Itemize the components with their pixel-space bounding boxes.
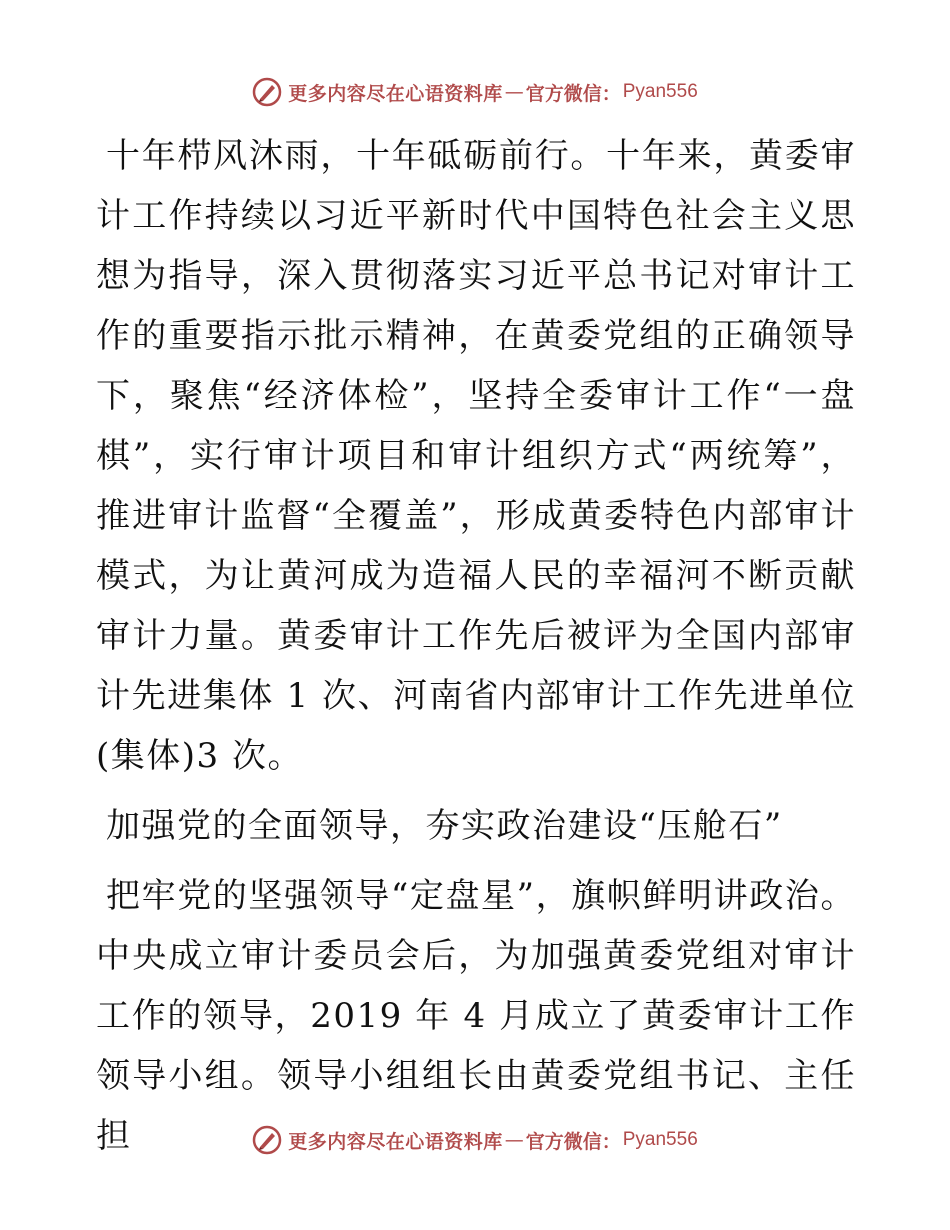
- section-heading: 加强党的全面领导，夯实政治建设“压舱石”: [106, 806, 783, 846]
- watermark-id: Pyan556: [622, 1129, 698, 1150]
- watermark-label: 官方微信：: [525, 1130, 621, 1153]
- pen-logo-icon: [252, 77, 282, 107]
- watermark-text: 更多内容尽在心语资料库: [288, 82, 503, 105]
- document-body: [96, 126, 856, 1166]
- watermark-dash: —: [504, 81, 524, 103]
- watermark-dash: —: [504, 1129, 524, 1151]
- watermark-text: 更多内容尽在心语资料库: [288, 1130, 503, 1153]
- watermark-label: 官方微信：: [525, 82, 621, 105]
- paragraph-intro: 十年栉风沐雨，十年砥砺前行。十年来，黄委审计工作持续以习近平新时代中国特色社会主义思想为指导，深入贯彻落实习近平总书记对审计工作的重要指示批示精神，在黄委党组的正确领导下，聚焦“经济体检”，坚持全委审计工作“一盘棋”，实行审计项目和审计组织方式“两统筹”，推进审计监督“全覆盖”，形成黄委特色内部审计模式，为让黄河成为造福人民的幸福河不断贡献审计力量。黄委审计工作先后被评为全国内部审计先进集体 1 次、河南省内部审计工作先进单位(集体)3 次。: [96, 136, 856, 776]
- watermark-footer: [0, 1120, 950, 1160]
- paragraph-leadership: 把牢党的坚强领导“定盘星”，旗帜鲜明讲政治。中央成立审计委员会后，为加强黄委党组对审计工作的领导，2019 年 4 月成立了黄委审计工作领导小组。领导小组组长由黄委党组书记、主任担: [96, 876, 856, 1156]
- watermark-header: [0, 72, 950, 112]
- pen-logo-icon: [252, 1125, 282, 1155]
- watermark-id: Pyan556: [622, 81, 698, 102]
